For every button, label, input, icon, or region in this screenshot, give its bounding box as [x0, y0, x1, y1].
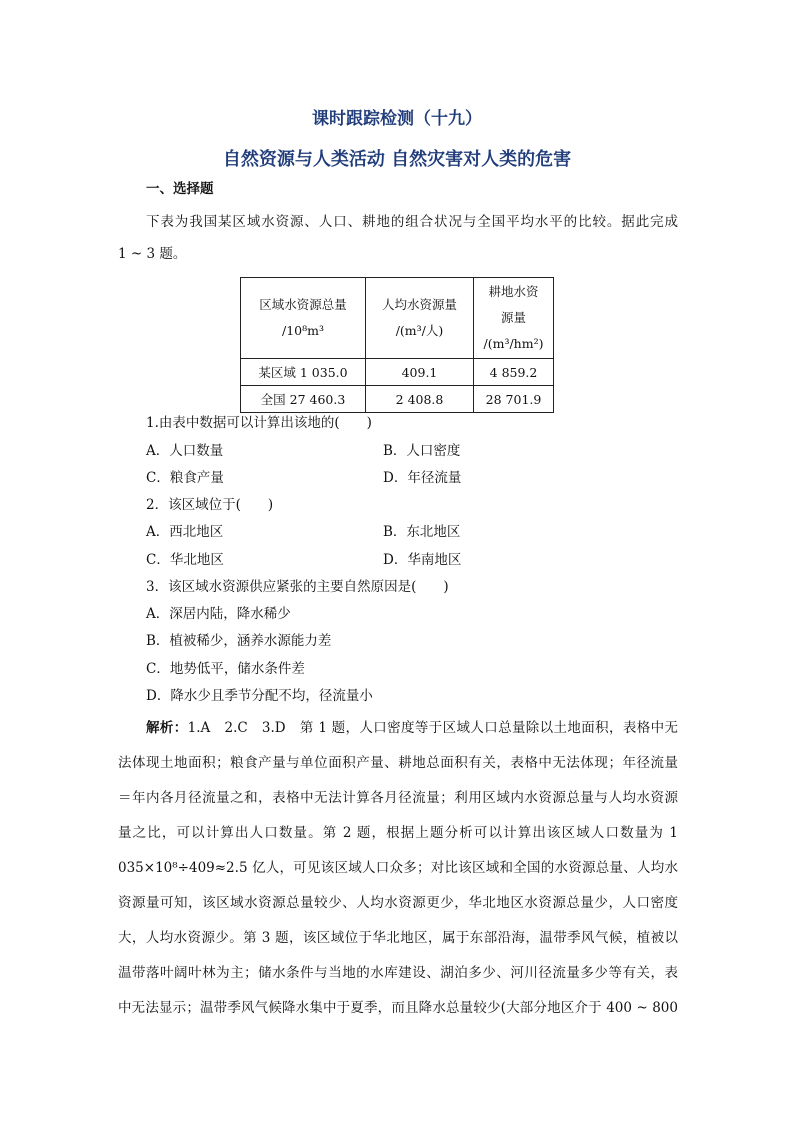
table-cell: 某区域 1 035.0 [241, 359, 366, 386]
table-row [241, 386, 554, 413]
page-title: 课时跟踪检测（十九） [312, 109, 482, 129]
table-cell: 28 701.9 [474, 386, 554, 413]
table-header-cell: 人均水资源量 /(m³/人) [366, 278, 474, 359]
section-heading: 一、选择题 [146, 181, 214, 197]
analysis-line: 中无法显示；温带季风气候降水集中于夏季，而且降水总量较少(大部分地区介于 400 ~ 800 [118, 1000, 678, 1016]
table-header-row [241, 278, 554, 359]
page-subtitle: 自然资源与人类活动 自然灾害对人类的危害 [222, 149, 572, 170]
question-3-option-c: C．地势低平，储水条件差 [146, 661, 305, 677]
table-cell: 4 859.2 [474, 359, 554, 386]
data-table [240, 277, 554, 413]
question-1-stem: 1.由表中数据可以计算出该地的( ) [146, 415, 372, 431]
table-header-cell: 区域水资源总量 /10⁸m³ [241, 278, 366, 359]
analysis-line: 温带落叶阔叶林为主；储水条件与当地的水库建设、湖泊多少、河川径流量多少等有关，表 [118, 965, 678, 981]
analysis-line: 量之比，可以计算出人口数量。第 2 题，根据上题分析可以计算出该区域人口数量为 1 [118, 825, 678, 841]
question-1-option-c: C．粮食产量 [146, 470, 224, 486]
question-2-option-c: C．华北地区 [146, 552, 224, 568]
table-cell: 2 408.8 [366, 386, 474, 413]
table-row [241, 359, 554, 386]
analysis-line: 035×10⁸÷409≈2.5 亿人，可见该区域人口众多；对比该区域和全国的水资源总量、人均水 [118, 860, 678, 876]
question-3-option-d: D．降水少且季节分配不均，径流量小 [146, 688, 373, 704]
question-1-option-b: B．人口密度 [383, 443, 461, 459]
analysis-line: 资源量可知，该区域水资源总量较少、人均水资源更少，华北地区水资源总量少，人口密度 [118, 895, 678, 911]
intro-line-2: 1 ~ 3 题。 [118, 246, 187, 262]
intro-line-1: 下表为我国某区域水资源、人口、耕地的组合状况与全国平均水平的比较。据此完成 [146, 214, 678, 230]
analysis-line: ＝年内各月径流量之和，表格中无法计算各月径流量；利用区域内水资源总量与人均水资源 [118, 790, 678, 806]
analysis-label: 解析： [146, 720, 188, 736]
analysis-line: 法体现土地面积；粮食产量与单位面积产量、耕地总面积有关，表格中无法体现；年径流量 [118, 755, 678, 771]
analysis-line: 大，人均水资源少。第 3 题，该区域位于华北地区，属于东部沿海，温带季风气候，植被以 [118, 930, 678, 946]
table-header-cell: 耕地水资 源量 /(m³/hm²) [474, 278, 554, 359]
question-1-option-d: D．年径流量 [383, 470, 462, 486]
question-2-option-b: B．东北地区 [383, 524, 461, 540]
table-cell: 全国 27 460.3 [241, 386, 366, 413]
question-2-stem: 2．该区域位于( ) [146, 497, 274, 513]
question-1-option-a: A．人口数量 [146, 443, 224, 459]
question-3-option-a: A．深居内陆，降水稀少 [146, 606, 291, 622]
table-cell: 409.1 [366, 359, 474, 386]
question-3-option-b: B．植被稀少，涵养水源能力差 [146, 633, 332, 649]
analysis-line: 解析：1.A 2.C 3.D 第 1 题，人口密度等于区域人口总量除以土地面积，表格中无 [146, 720, 678, 736]
question-3-stem: 3．该区域水资源供应紧张的主要自然原因是( ) [146, 579, 449, 595]
question-2-option-a: A．西北地区 [146, 524, 224, 540]
question-2-option-d: D．华南地区 [383, 552, 462, 568]
